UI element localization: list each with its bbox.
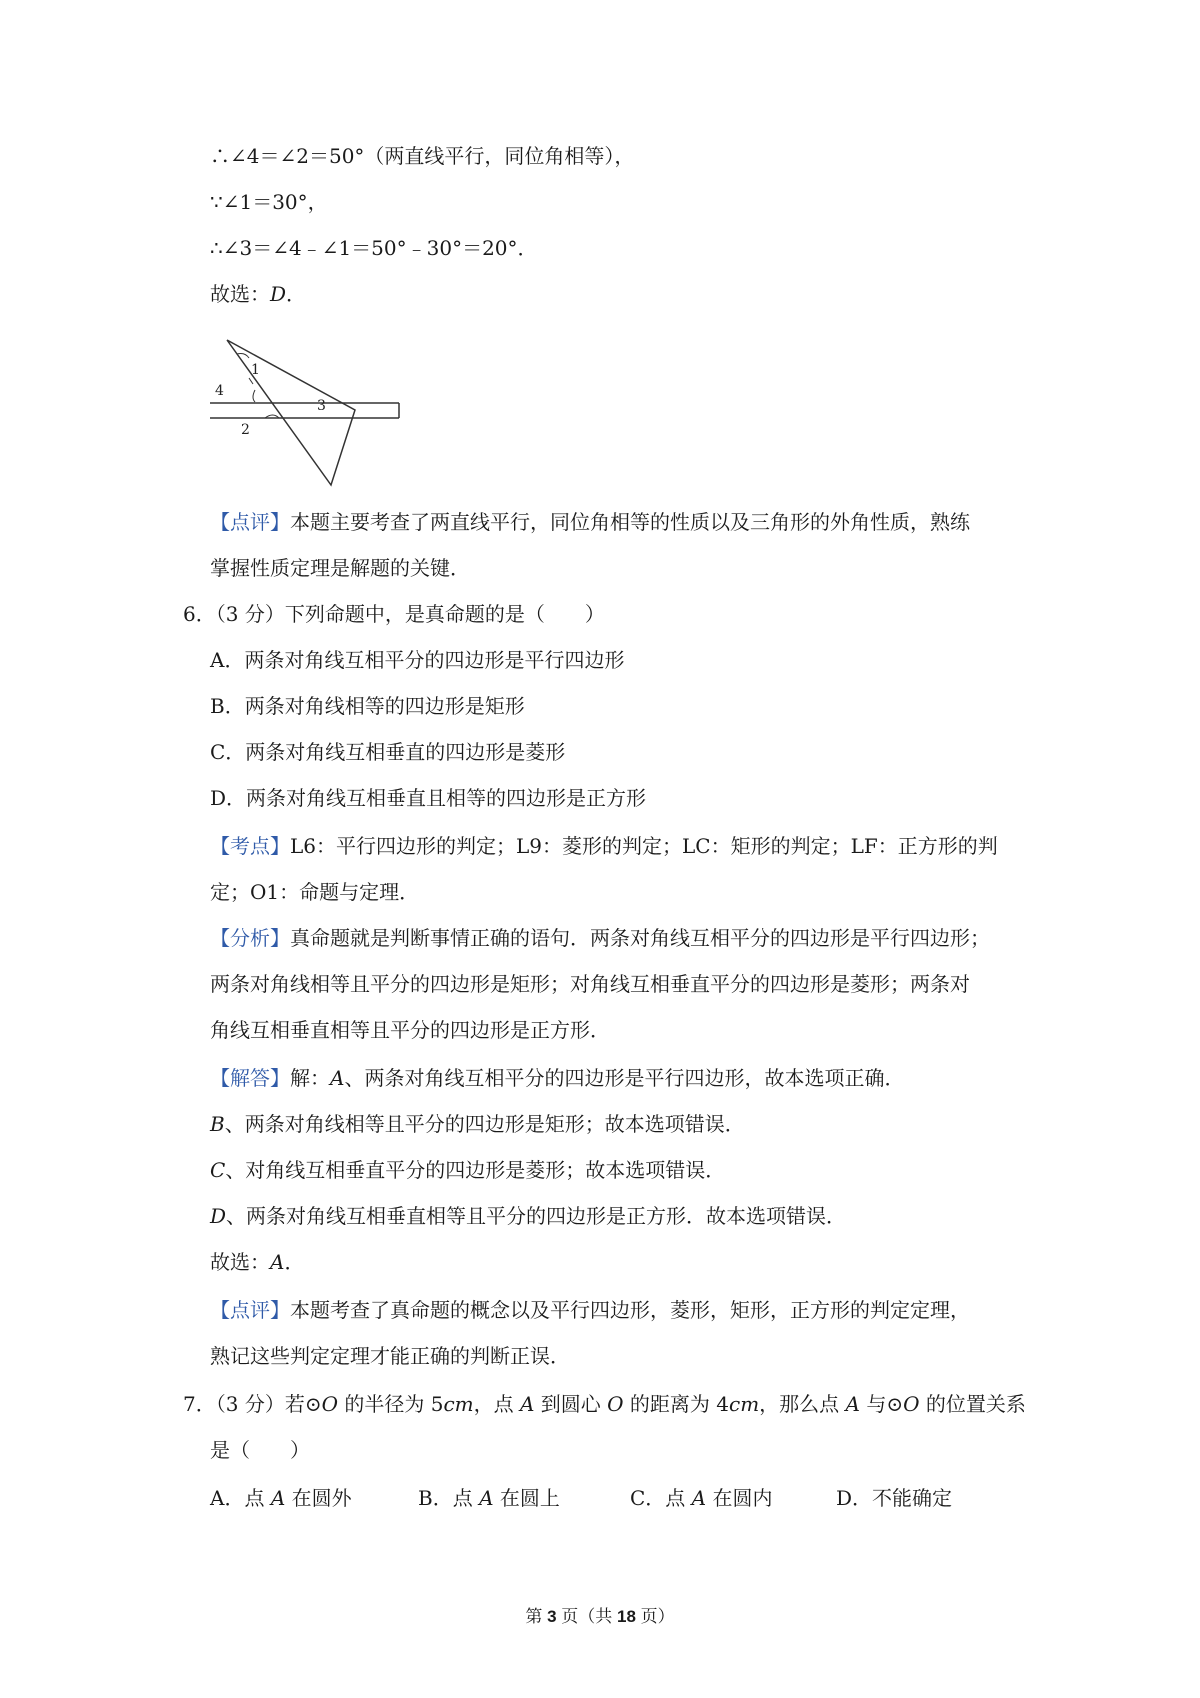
option-d: [836, 1484, 952, 1512]
unit-cm: cm: [443, 1392, 474, 1416]
solution-step-line: ∴∠4＝∠2＝50°（两直线平行，同位角相等），: [210, 144, 635, 168]
question-text: （3 分）下列命题中，是真命题的是（ ）: [215, 602, 605, 626]
jieda-text: 、两条对角线互相垂直相等且平分的四边形是正方形．故本选项错误．: [226, 1204, 847, 1228]
answer-letter: A: [270, 1250, 285, 1274]
dianping-tag: 【点评】: [210, 1298, 290, 1322]
var-a: A: [519, 1392, 535, 1416]
answer-suffix: ．: [286, 282, 307, 306]
fenxi-tag: 【分析】: [210, 926, 290, 950]
jieda-letter: A: [330, 1066, 345, 1090]
label-angle-3: 3: [317, 398, 326, 414]
fenxi-line: 两条对角线相等且平分的四边形是矩形；对角线互相垂直平分的四边形是菱形；两条对: [210, 972, 970, 996]
angle-arc-1: [253, 390, 255, 402]
stem-text: （3 分）若⊙: [215, 1392, 322, 1416]
stem-text: 的半径为 5: [337, 1392, 444, 1416]
answer-suffix: ．: [284, 1250, 305, 1274]
jieda-line: [210, 1064, 904, 1092]
jieda-line: [210, 1202, 846, 1230]
comment-tag: 【点评】: [210, 510, 290, 534]
option-d: D．两条对角线互相垂直且相等的四边形是正方形: [210, 786, 647, 810]
option-text: 在圆上: [493, 1486, 560, 1510]
jieda-tag: 【解答】: [210, 1066, 290, 1090]
triangle-parallel-lines-diagram: [205, 338, 405, 490]
footer-text: 页）: [635, 1607, 675, 1626]
kaodian-line: 定；O1：命题与定理．: [210, 880, 420, 904]
answer-letter: D: [270, 282, 287, 306]
footer-text: 第: [525, 1607, 548, 1626]
dianping-line: [210, 1296, 970, 1324]
question-7-stem-line2: 是（ ）: [210, 1438, 310, 1462]
total-pages: 18: [617, 1607, 636, 1626]
fenxi-line: [210, 924, 990, 952]
footer-text: 页（共: [556, 1607, 617, 1626]
option-b: [418, 1484, 560, 1512]
option-text: C．点: [630, 1486, 692, 1510]
var-a: A: [270, 1486, 286, 1510]
option-a: [210, 1484, 352, 1512]
jieda-prefix: 解：: [290, 1066, 330, 1090]
option-c: [630, 1484, 772, 1512]
label-angle-4: 4: [215, 383, 224, 399]
var-o: O: [903, 1392, 920, 1416]
option-b: B．两条对角线相等的四边形是矩形: [210, 694, 525, 718]
jieda-text: 、对角线互相垂直平分的四边形是菱形；故本选项错误．: [225, 1158, 726, 1182]
question-7-stem: [183, 1390, 1026, 1418]
kaodian-tag: 【考点】: [210, 834, 290, 858]
answer-choice-line: [210, 280, 306, 308]
question-number: 6．: [183, 602, 216, 626]
unit-cm: cm: [729, 1392, 760, 1416]
jieda-letter: C: [210, 1158, 226, 1182]
solution-step-line: ∴∠3＝∠4﹣∠1＝50°﹣30°＝20°．: [210, 236, 538, 260]
answer-prefix: 故选：: [210, 1250, 270, 1274]
jieda-line: [210, 1110, 745, 1138]
comment-text: 本题主要考查了两直线平行，同位角相等的性质以及三角形的外角性质，熟练: [290, 510, 970, 534]
var-o: O: [321, 1392, 338, 1416]
fenxi-line: 角线互相垂直相等且平分的四边形是正方形．: [210, 1018, 610, 1042]
option-text: B．点: [418, 1486, 480, 1510]
geometry-figure: [205, 338, 405, 490]
option-text: 在圆内: [706, 1486, 773, 1510]
label-angle-1: 1: [251, 362, 260, 378]
solution-step-line: ∵∠1＝30°，: [210, 190, 328, 214]
stem-text: ，那么点: [759, 1392, 846, 1416]
label-angle-2: 2: [241, 422, 250, 438]
question-number: 7．: [183, 1392, 216, 1416]
stem-text: 的距离为 4: [623, 1392, 729, 1416]
jieda-letter: D: [210, 1204, 227, 1228]
answer-choice-line: [210, 1248, 304, 1276]
comment-line: [210, 508, 970, 536]
var-o: O: [607, 1392, 624, 1416]
arrow-mark: [249, 378, 253, 384]
jieda-line: [210, 1156, 725, 1184]
kaodian-text: L6：平行四边形的判定；L9：菱形的判定；LC：矩形的判定；LF：正方形的判: [290, 834, 998, 858]
stem-text: 与⊙: [859, 1392, 904, 1416]
option-a: A．两条对角线互相平分的四边形是平行四边形: [210, 648, 625, 672]
page-number: 3: [547, 1607, 557, 1626]
option-text: D．不能确定: [836, 1486, 953, 1510]
stem-text: 到圆心: [534, 1392, 608, 1416]
var-a: A: [845, 1392, 860, 1416]
var-a: A: [691, 1486, 707, 1510]
jieda-letter: B: [210, 1112, 225, 1136]
page-footer: [0, 1605, 1200, 1629]
fenxi-text: 真命题就是判断事情正确的语句．两条对角线互相平分的四边形是平行四边形；: [290, 926, 990, 950]
dianping-text: 本题考查了真命题的概念以及平行四边形，菱形，矩形，正方形的判定定理，: [290, 1298, 970, 1322]
stem-text: 的位置关系: [919, 1392, 1026, 1416]
stem-text: ，点: [473, 1392, 520, 1416]
kaodian-line: [210, 832, 998, 860]
jieda-text: 、两条对角线相等且平分的四边形是矩形；故本选项错误．: [224, 1112, 745, 1136]
jieda-text: 、两条对角线互相平分的四边形是平行四边形，故本选项正确．: [344, 1066, 905, 1090]
dianping-line: 熟记这些判定定理才能正确的判断正误．: [210, 1344, 570, 1368]
option-text: 在圆外: [285, 1486, 352, 1510]
question-6-stem: [183, 600, 605, 628]
option-text: A．点: [210, 1486, 271, 1510]
var-a: A: [479, 1486, 494, 1510]
triangle: [227, 340, 355, 485]
comment-line: 掌握性质定理是解题的关键．: [210, 556, 470, 580]
answer-prefix: 故选：: [210, 282, 270, 306]
option-c: C．两条对角线互相垂直的四边形是菱形: [210, 740, 566, 764]
